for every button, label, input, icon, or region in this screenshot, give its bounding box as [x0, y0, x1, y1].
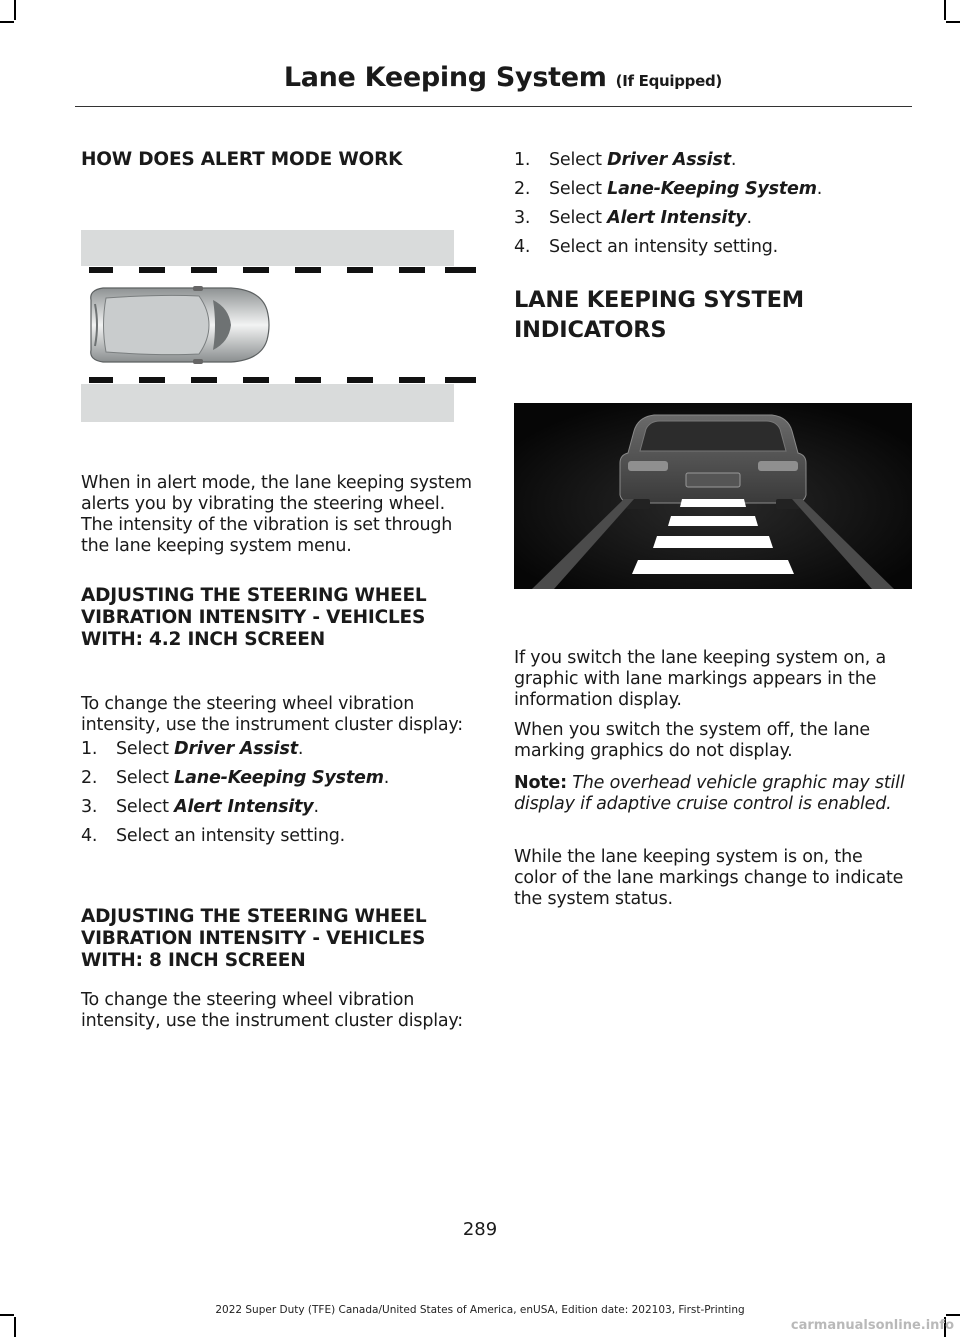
lane-band-top	[81, 230, 454, 266]
dashed-lane-line-bottom	[89, 377, 476, 383]
heading-indicators	[514, 285, 909, 345]
section-title: Lane Keeping System	[283, 62, 607, 93]
step-punct: .	[816, 179, 823, 199]
lead-vehicle-icon	[620, 415, 806, 509]
indicators-text-1: If you switch the lane keeping system on, a graphic with lane markings appears in the information display.	[514, 648, 886, 710]
dashed-lane-line-top	[89, 267, 476, 273]
crop-mark	[946, 21, 960, 23]
list-item	[514, 150, 909, 171]
header-divider	[75, 106, 912, 107]
alert-mode-illustration	[81, 230, 476, 422]
heading-alert-mode	[81, 149, 476, 171]
step-text: Select	[549, 150, 608, 170]
note	[514, 773, 909, 815]
step-text: Select	[116, 797, 175, 817]
intro-42-inch	[81, 694, 476, 736]
step-punct: .	[746, 208, 752, 228]
menu-option: Alert Intensity	[174, 797, 314, 817]
list-item	[81, 739, 476, 760]
indicators-text-2: When you switch the system off, the lane marking graphics do not display.	[514, 720, 870, 761]
step-text: Select an intensity setting.	[549, 237, 778, 257]
alert-mode-text: When in alert mode, the lane keeping system alerts you by vibrating the steering wheel. The intensity of the vibration is set through the lane keeping system menu.	[81, 473, 472, 556]
step-text: Select an intensity setting.	[116, 826, 345, 846]
step-number: 3.	[81, 797, 98, 817]
steps-42-inch	[81, 739, 476, 847]
step-number: 1.	[81, 739, 98, 759]
step-number: 2.	[81, 768, 98, 788]
heading-8-inch-text: ADJUSTING THE STEERING WHEEL VIBRATION INTENSITY - VEHICLES WITH: 8 INCH SCREEN	[81, 906, 427, 971]
footer-text: 2022 Super Duty (TFE) Canada/United States of America, enUSA, Edition date: 202103, First-Printing	[215, 1304, 745, 1316]
menu-option: Driver Assist	[607, 150, 731, 170]
step-text: Select	[116, 739, 175, 759]
menu-option: Driver Assist	[174, 739, 298, 759]
step-number: 4.	[81, 826, 98, 846]
page-number: 289	[462, 1219, 498, 1240]
heading-indicators-line2: INDICATORS	[514, 317, 667, 343]
step-number: 4.	[514, 237, 531, 257]
alert-mode-paragraph	[81, 473, 476, 557]
crop-mark	[0, 21, 14, 23]
step-punct: .	[297, 739, 304, 759]
step-text: Select	[549, 208, 608, 228]
note-text: The overhead vehicle graphic may still display if adaptive cruise control is enabled.	[514, 773, 905, 814]
intro-42-inch-text: To change the steering wheel vibration intensity, use the instrument cluster display:	[81, 694, 464, 735]
crop-mark	[14, 0, 16, 20]
menu-option: Lane-Keeping System	[174, 768, 384, 788]
note-label: Note:	[514, 773, 567, 793]
list-item	[81, 768, 476, 789]
heading-8-inch	[81, 906, 476, 972]
step-punct: .	[730, 150, 737, 170]
step-number: 1.	[514, 150, 531, 170]
indicators-text-3: While the lane keeping system is on, the color of the lane markings change to indicate the system status.	[514, 847, 904, 909]
menu-option: Lane-Keeping System	[607, 179, 817, 199]
step-punct: .	[313, 797, 319, 817]
heading-alert-mode-text: HOW DOES ALERT MODE WORK	[81, 149, 403, 170]
watermark: carmanualsonline.info	[790, 1318, 954, 1333]
lane-band-bottom	[81, 384, 454, 422]
indicators-paragraph-1	[514, 648, 909, 711]
section-subtitle: (If Equipped)	[615, 72, 722, 90]
step-number: 2.	[514, 179, 531, 199]
list-item	[514, 208, 909, 229]
heading-indicators-line1: LANE KEEPING SYSTEM	[514, 287, 804, 313]
crop-mark	[14, 1317, 16, 1337]
list-item	[514, 179, 909, 200]
step-number: 3.	[514, 208, 531, 228]
list-item	[81, 826, 476, 847]
menu-option: Alert Intensity	[607, 208, 747, 228]
car-top-view	[91, 286, 269, 364]
indicators-paragraph-3	[514, 847, 909, 910]
steps-8-inch	[514, 150, 909, 258]
intro-8-inch	[81, 990, 476, 1032]
list-item	[81, 797, 476, 818]
indicators-paragraph-2	[514, 720, 909, 762]
page-header	[284, 62, 722, 93]
intro-8-inch-text: To change the steering wheel vibration intensity, use the instrument cluster display:	[81, 990, 464, 1031]
heading-42-inch	[81, 585, 476, 651]
heading-42-inch-text: ADJUSTING THE STEERING WHEEL VIBRATION INTENSITY - VEHICLES WITH: 4.2 INCH SCREEN	[81, 585, 427, 650]
list-item	[514, 237, 909, 258]
step-text: Select	[549, 179, 608, 199]
crop-mark	[944, 0, 946, 20]
step-punct: .	[383, 768, 390, 788]
step-text: Select	[116, 768, 175, 788]
lane-keeping-indicator-graphic	[514, 403, 912, 589]
